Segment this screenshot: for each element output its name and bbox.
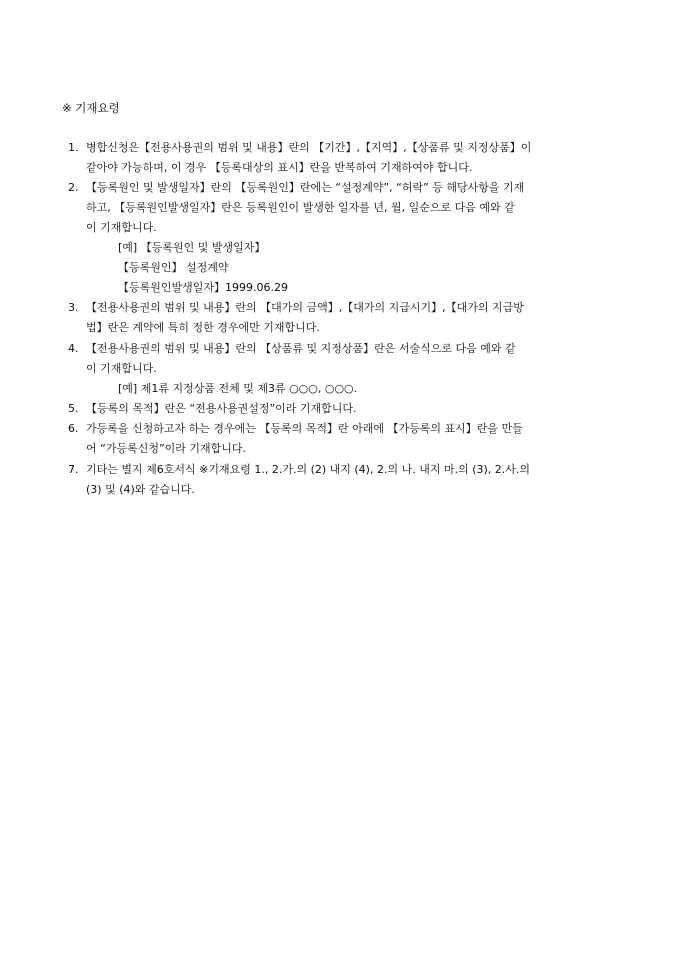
- instruction-item-4: [68, 339, 624, 379]
- instruction-item-2: [68, 178, 624, 238]
- instruction-item-3: [68, 298, 624, 338]
- instructions-heading: ※ 기재요령: [62, 101, 120, 115]
- item-line: (3) 및 (4)와 같습니다.: [86, 483, 195, 496]
- item-number: 4.: [68, 342, 79, 355]
- item-line: 기타는 별지 제6호서식 ※기재요령 1., 2.가.의 (2) 내지 (4), 2.의 나. 내지 마.의 (3), 2.사.의: [86, 463, 531, 476]
- example-line: 【등록원인발생일자】1999.06.29: [118, 281, 288, 294]
- instruction-item-6: [68, 419, 624, 459]
- item-line: 【등록의 목적】란은 “전용사용권설정”이라 기재합니다.: [86, 402, 357, 415]
- item-line: 이 기재합니다.: [86, 221, 157, 234]
- item-line: 어 “가등록신청”이라 기재합니다.: [86, 442, 247, 455]
- item-line: 하고, 【등록원인발생일자】란은 등록원인이 발생한 일자를 년, 월, 일순으로 다음 예와 같: [86, 201, 515, 214]
- item-line: 【전용사용권의 범위 및 내용】란의 【상품류 및 지정상품】란은 서술식으로 다음 예와 같: [86, 342, 516, 355]
- item-number: 5.: [68, 402, 79, 415]
- item-number: 3.: [68, 301, 79, 314]
- item-number: 1.: [68, 141, 79, 154]
- item-line: 이 기재합니다.: [86, 362, 157, 375]
- item-line: 법】란은 계약에 특히 정한 경우에만 기재합니다.: [86, 321, 320, 334]
- item-number: 6.: [68, 422, 79, 435]
- example-line: [예] 제1류 지정상품 전체 및 제3류 ○○○, ○○○.: [118, 382, 358, 395]
- instruction-item-5: [68, 399, 624, 419]
- example-line: [예] 【등록원인 및 발생일자】: [118, 241, 266, 254]
- item-number: 7.: [68, 463, 79, 476]
- instruction-item-1: [68, 138, 624, 178]
- item-line: 같아야 가능하며, 이 경우 【등록대상의 표시】란을 반복하여 기재하여야 합니다.: [86, 161, 473, 174]
- item-line: 【등록원인 및 발생일자】란의 【등록원인】란에는 “설정계약”, “허락” 등 해당사항을 기재: [86, 181, 525, 194]
- item-line: 가등록을 신청하고자 하는 경우에는 【등록의 목적】란 아래에 【가등록의 표시】란을 만들: [86, 422, 523, 435]
- instruction-item-7: [68, 460, 624, 500]
- item-line: 【전용사용권의 범위 및 내용】란의 【대가의 금액】,【대가의 지급시기】,【대가의 지급방: [86, 301, 524, 314]
- item-line: 병합신청은【전용사용권의 범위 및 내용】란의 【기간】,【지역】,【상품류 및 지정상품】이: [86, 141, 532, 154]
- example-line: 【등록원인】 설정계약: [118, 261, 229, 274]
- item-number: 2.: [68, 181, 79, 194]
